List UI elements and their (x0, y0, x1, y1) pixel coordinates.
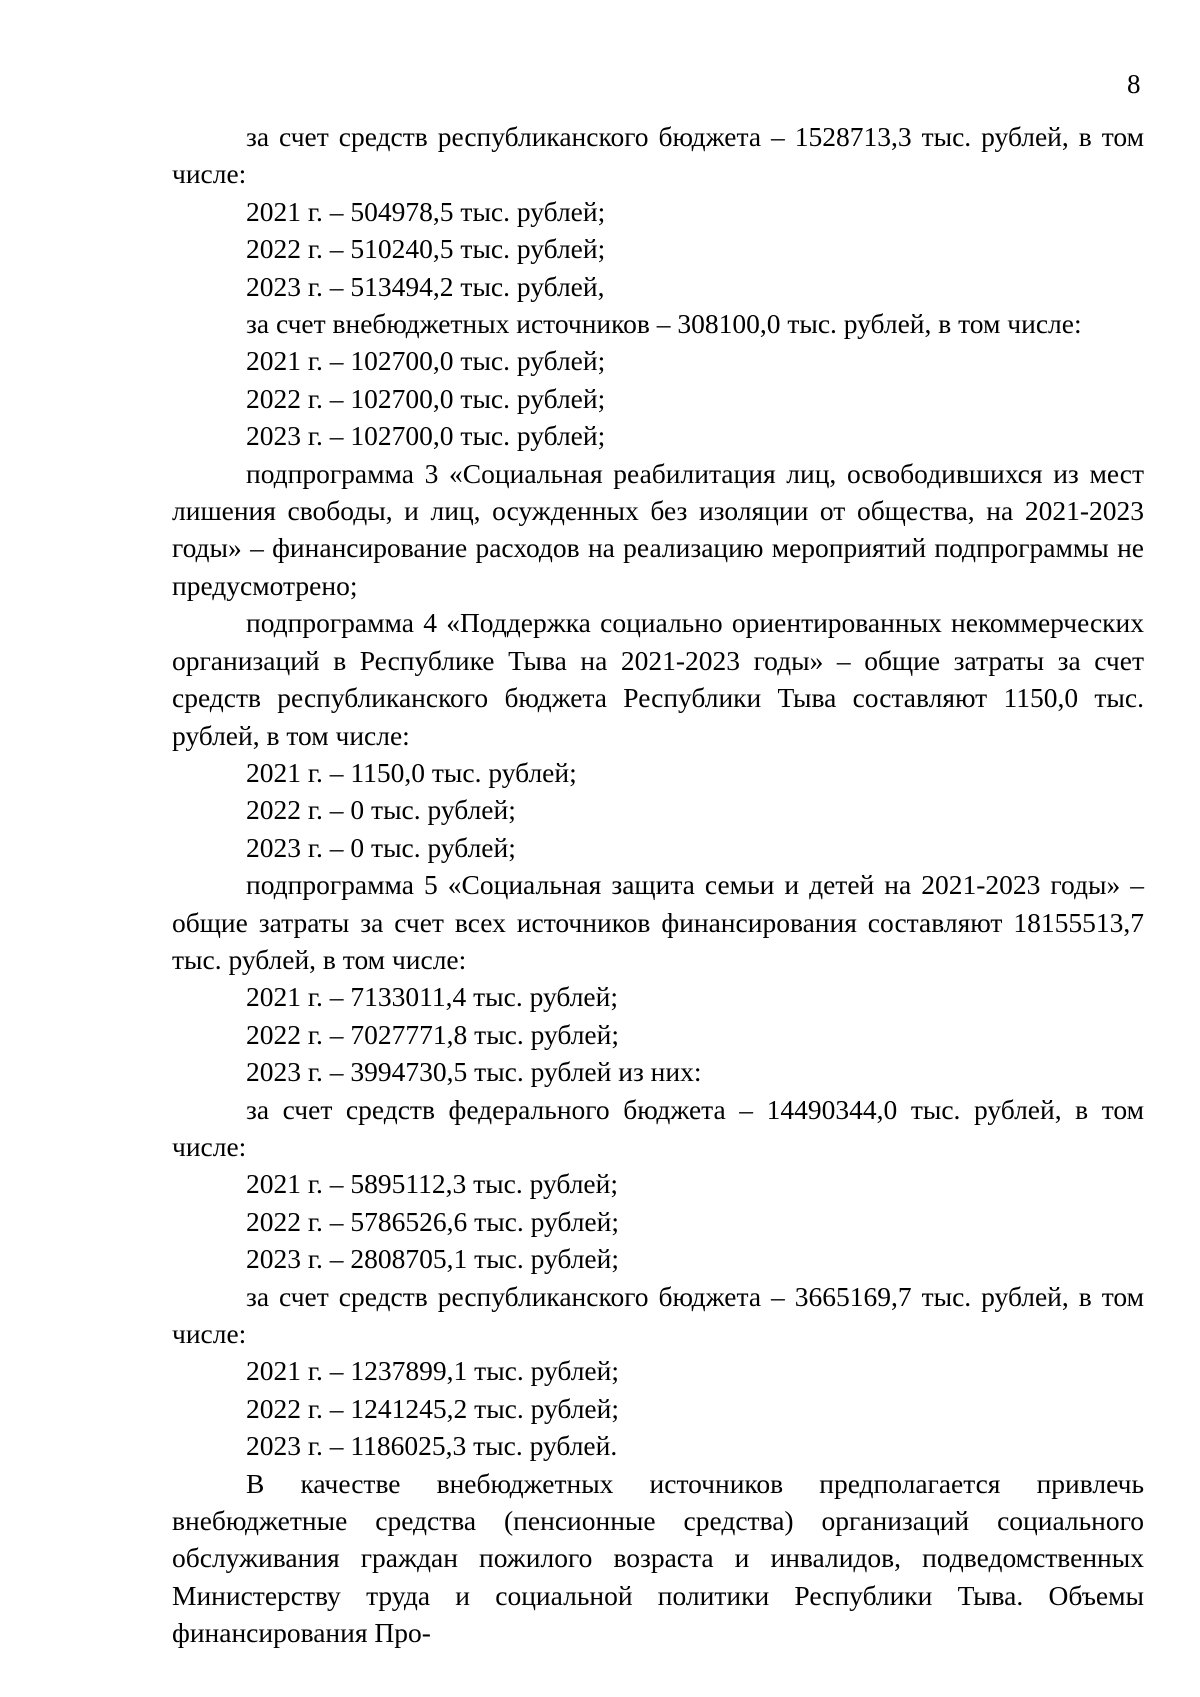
paragraph-federal-budget: за счет средств федерального бюджета – 14490344,0 тыс. рублей, в том числе: (172, 1093, 1144, 1162)
paragraph-subprogram-4: подпрограмма 4 «Поддержка социально ориентированных некоммерческих организаций в Республике Тыва на 2021-2023 годы» – общие затраты за счет средств республиканского бюджета Республики Тыва составляют 1150,0 тыс. рублей, в том числе: (172, 607, 1144, 751)
paragraph-republic-budget-2: за счет средств республиканского бюджета – 3665169,7 тыс. рублей, в том числе: (172, 1280, 1144, 1349)
year-line: 2023 г. – 513494,2 тыс. рублей, (246, 270, 605, 302)
year-line: 2022 г. – 5786526,6 тыс. рублей; (246, 1205, 619, 1237)
year-line: 2022 г. – 7027771,8 тыс. рублей; (246, 1018, 619, 1050)
year-line: 2022 г. – 1241245,2 тыс. рублей; (246, 1392, 619, 1424)
paragraph-subprogram-3: подпрограмма 3 «Социальная реабилитация лиц, освободившихся из мест лишения свободы, и лиц, осужденных без изоляции от общества, на 2021-2023 годы» – финансирование расходов на реализацию мероприятий подпрограммы не предусмотрено; (172, 457, 1144, 601)
paragraph-subprogram-5: подпрограмма 5 «Социальная защита семьи и детей на 2021-2023 годы» – общие затраты за счет всех источников финансирования составляют 18155513,7 тыс. рублей, в том числе: (172, 869, 1144, 975)
document-body (172, 118, 1144, 1652)
year-line: 2022 г. – 102700,0 тыс. рублей; (246, 382, 606, 414)
year-line: 2021 г. – 1150,0 тыс. рублей; (246, 756, 577, 788)
year-line: 2021 г. – 504978,5 тыс. рублей; (246, 195, 606, 227)
paragraph-extrabudgetary: за счет внебюджетных источников – 308100,0 тыс. рублей, в том числе: (246, 308, 1082, 340)
paragraph-extrabudgetary-sources: В качестве внебюджетных источников предполагается привлечь внебюджетные средства (пенсионные средства) организаций социального обслуживания граждан пожилого возраста и инвалидов, подведомственных Министерству труда и социальной политики Республики Тыва. Объемы финансирования Про- (172, 1467, 1144, 1649)
year-line: 2022 г. – 0 тыс. рублей; (246, 794, 516, 826)
year-line: 2023 г. – 102700,0 тыс. рублей; (246, 420, 606, 452)
year-line: 2023 г. – 2808705,1 тыс. рублей; (246, 1243, 619, 1275)
page-number: 8 (1127, 69, 1141, 99)
year-line: 2021 г. – 102700,0 тыс. рублей; (246, 345, 606, 377)
year-line: 2021 г. – 5895112,3 тыс. рублей; (246, 1168, 618, 1200)
year-line: 2023 г. – 1186025,3 тыс. рублей. (246, 1430, 618, 1462)
year-line: 2021 г. – 7133011,4 тыс. рублей; (246, 981, 618, 1013)
year-line: 2023 г. – 0 тыс. рублей; (246, 831, 516, 863)
year-line: 2021 г. – 1237899,1 тыс. рублей; (246, 1355, 619, 1387)
paragraph-republic-budget: за счет средств республиканского бюджета – 1528713,3 тыс. рублей, в том числе: (172, 121, 1144, 190)
year-line: 2022 г. – 510240,5 тыс. рублей; (246, 233, 606, 265)
year-line: 2023 г. – 3994730,5 тыс. рублей из них: (246, 1056, 702, 1088)
